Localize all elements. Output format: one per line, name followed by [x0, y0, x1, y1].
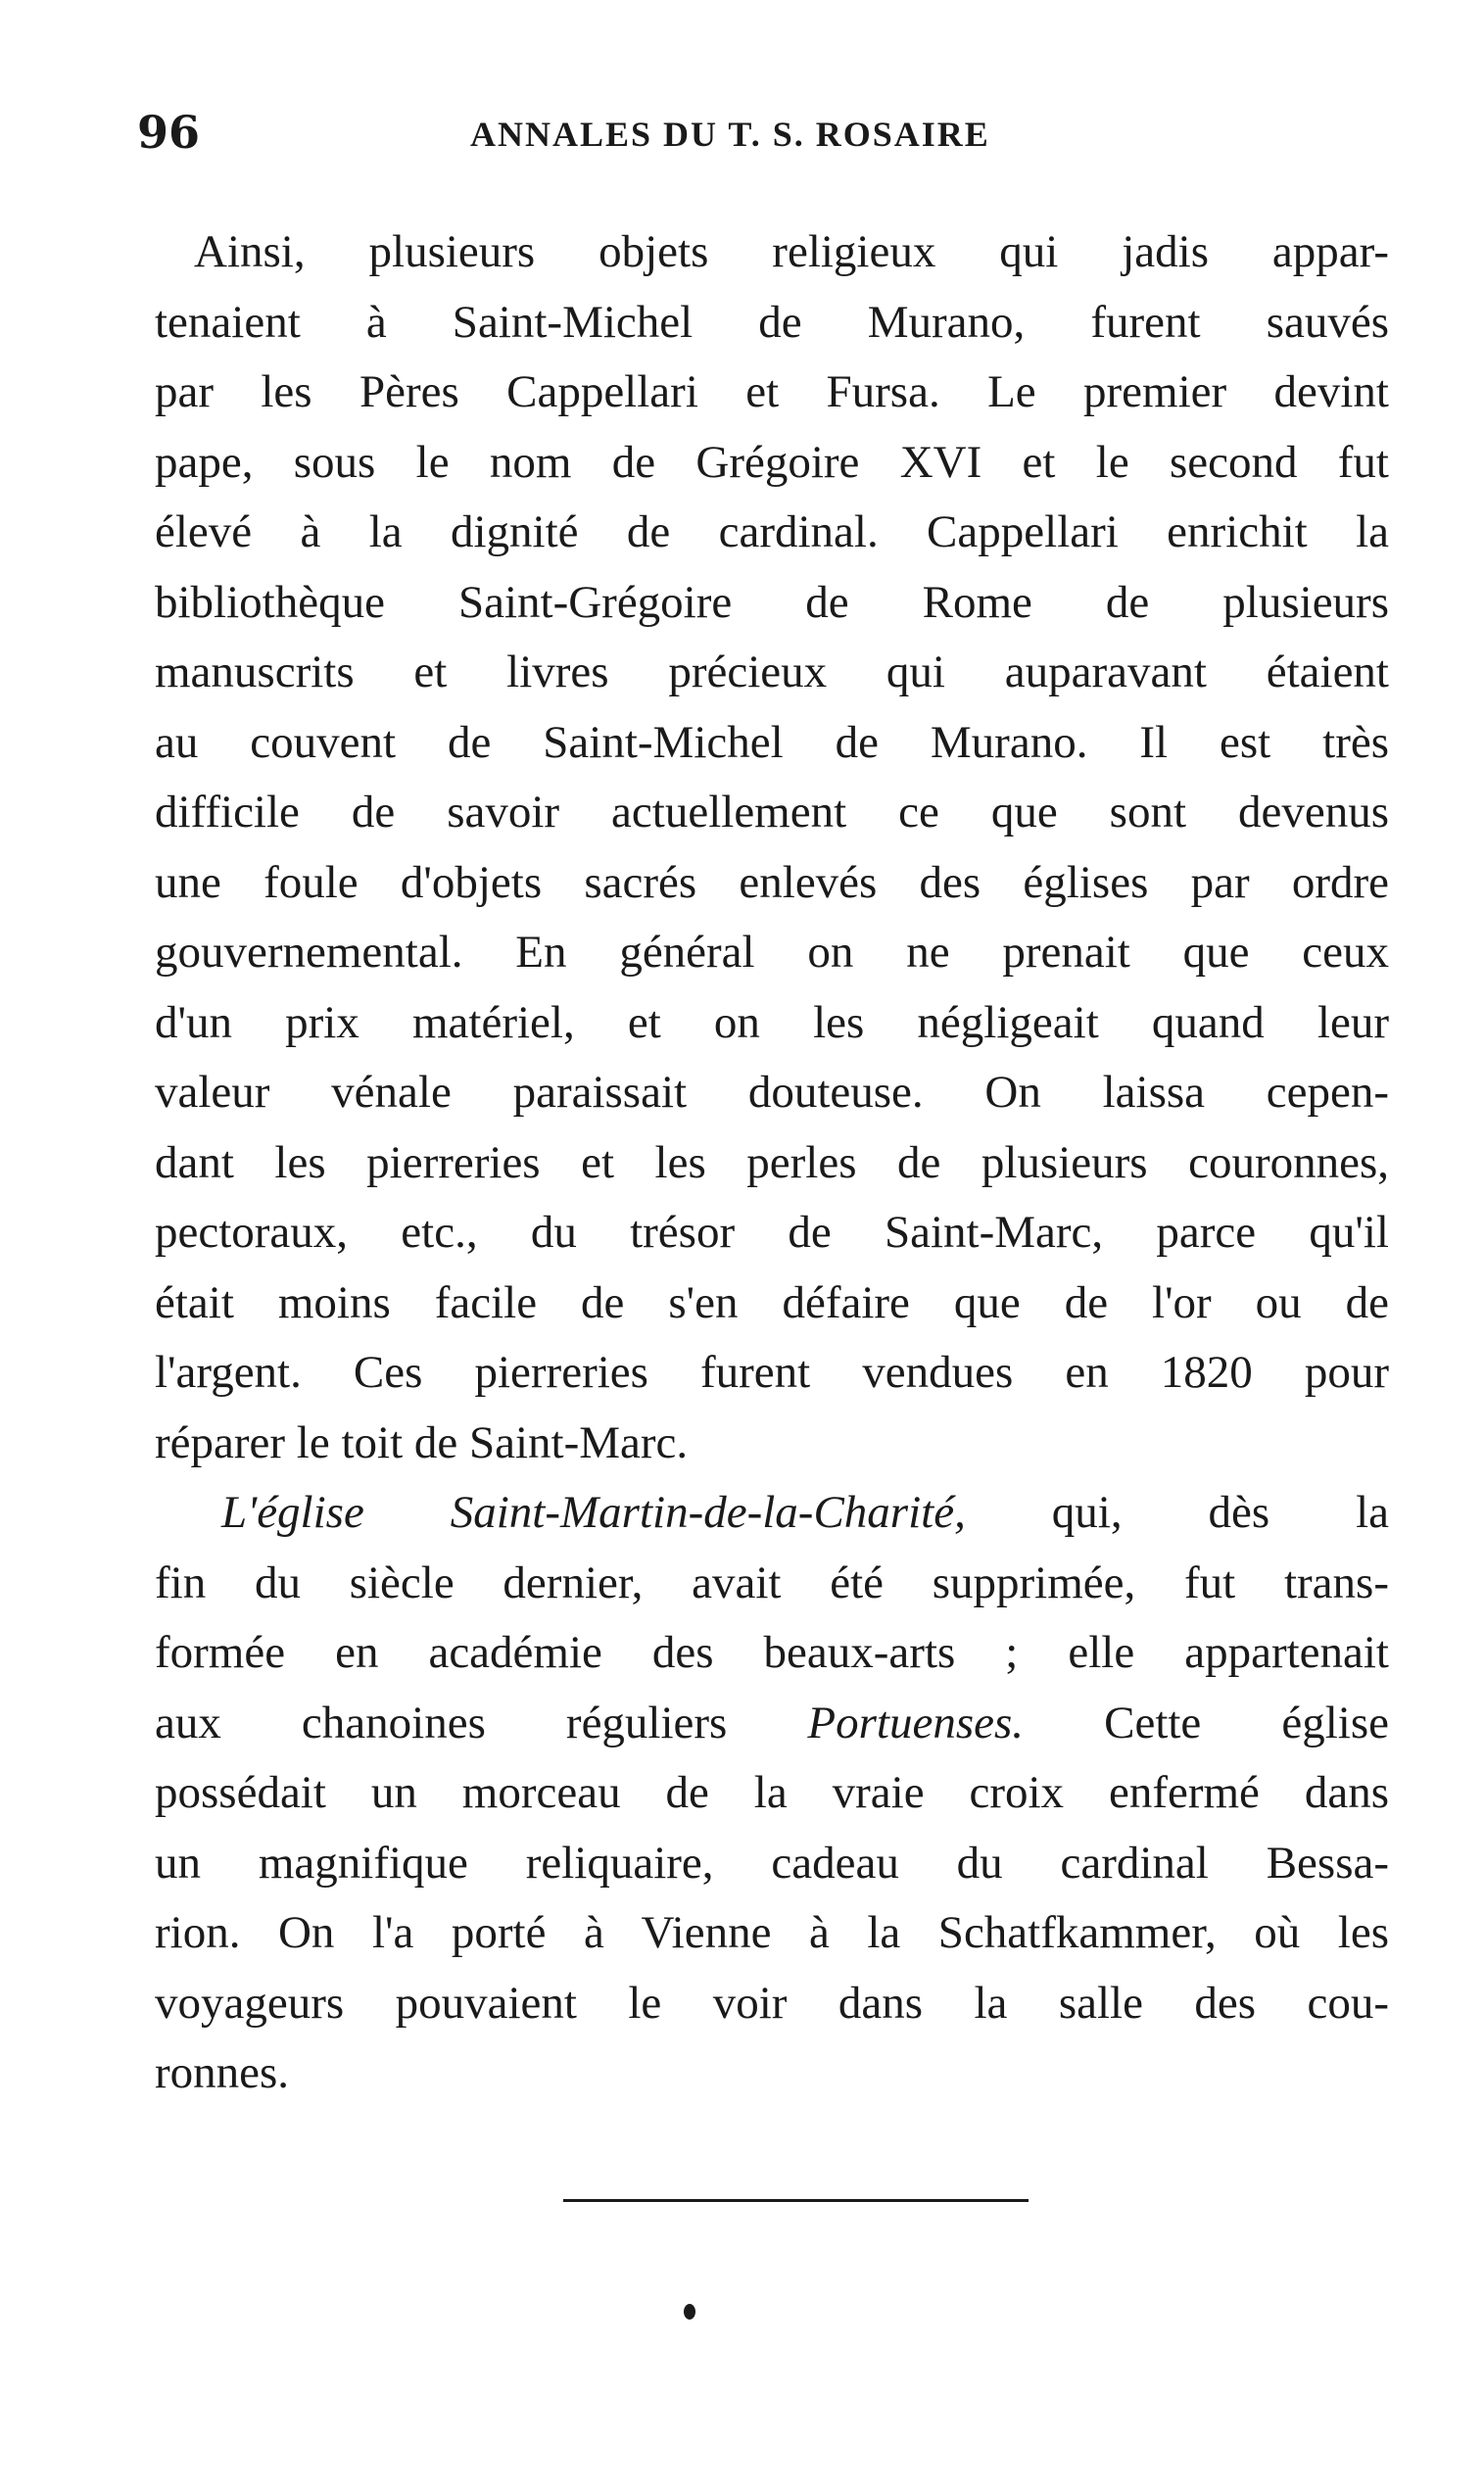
text-line: manuscrits et livres précieux qui auparavant étaient [155, 646, 1389, 697]
text-line: gouvernemental. En général on ne prenait que ceux [155, 927, 1389, 978]
text-line: rion. On l'a porté à Vienne à la Schatfkammer, où les [155, 1907, 1389, 1958]
text-fragment: aux chanoines réguliers [155, 1697, 808, 1748]
portuenses-italic: Portuenses. [807, 1697, 1025, 1748]
text-line: ronnes. [155, 2047, 290, 2098]
church-name-italic: L'église Saint-Martin-de-la-Charité, [221, 1487, 966, 1538]
body-text [155, 217, 1389, 2109]
text-line: voyageurs pouvaient le voir dans la salle des cou- [155, 1977, 1389, 2029]
text-line: pectoraux, etc., du trésor de Saint-Marc, parce qu'il [155, 1207, 1389, 1258]
text-line: pape, sous le nom de Grégoire XVI et le second fut [155, 436, 1389, 488]
text-line: réparer le toit de Saint-Marc. [155, 1416, 689, 1468]
end-rule [563, 2199, 1029, 2202]
text-fragment: qui, dès la [965, 1487, 1389, 1538]
text-line: difficile de savoir actuellement ce que sont devenus [155, 787, 1389, 838]
running-head [137, 106, 1371, 165]
ornament-dot [684, 2304, 695, 2320]
text-line: un magnifique reliquaire, cadeau du cardinal Bessa- [155, 1837, 1389, 1889]
text-line: l'argent. Ces pierreries furent vendues en 1820 pour [155, 1347, 1389, 1398]
running-title: ANNALES DU T. S. ROSAIRE [470, 115, 990, 154]
text-line: dant les pierreries et les perles de plusieurs couronnes, [155, 1136, 1389, 1188]
text-line: élevé à la dignité de cardinal. Cappellari enrichit la [155, 506, 1389, 557]
text-line [155, 1689, 1389, 1759]
text-line: tenaient à Saint-Michel de Murano, furent sauvés [155, 296, 1389, 348]
text-line: possédait un morceau de la vraie croix enfermé dans [155, 1767, 1389, 1818]
text-line: était moins facile de s'en défaire que de l'or ou de [155, 1276, 1389, 1328]
text-line: fin du siècle dernier, avait été supprimée, fut trans- [155, 1556, 1389, 1608]
text-line: valeur vénale paraissait douteuse. On laissa cepen- [155, 1067, 1389, 1118]
text-fragment: Cette église [1024, 1697, 1389, 1748]
text-line: bibliothèque Saint-Grégoire de Rome de plusieurs [155, 576, 1389, 628]
text-line: Ainsi, plusieurs objets religieux qui jadis appar- [194, 226, 1389, 277]
text-line: formée en académie des beaux-arts ; elle appartenait [155, 1627, 1389, 1678]
text-line: par les Pères Cappellari et Fursa. Le premier devint [155, 366, 1389, 417]
text-line [155, 1478, 1389, 1549]
text-line: au couvent de Saint-Michel de Murano. Il est très [155, 716, 1389, 768]
text-line: une foule d'objets sacrés enlevés des églises par ordre [155, 856, 1389, 908]
page-number: 96 [137, 106, 201, 159]
text-line: d'un prix matériel, et on les négligeait quand leur [155, 996, 1389, 1048]
